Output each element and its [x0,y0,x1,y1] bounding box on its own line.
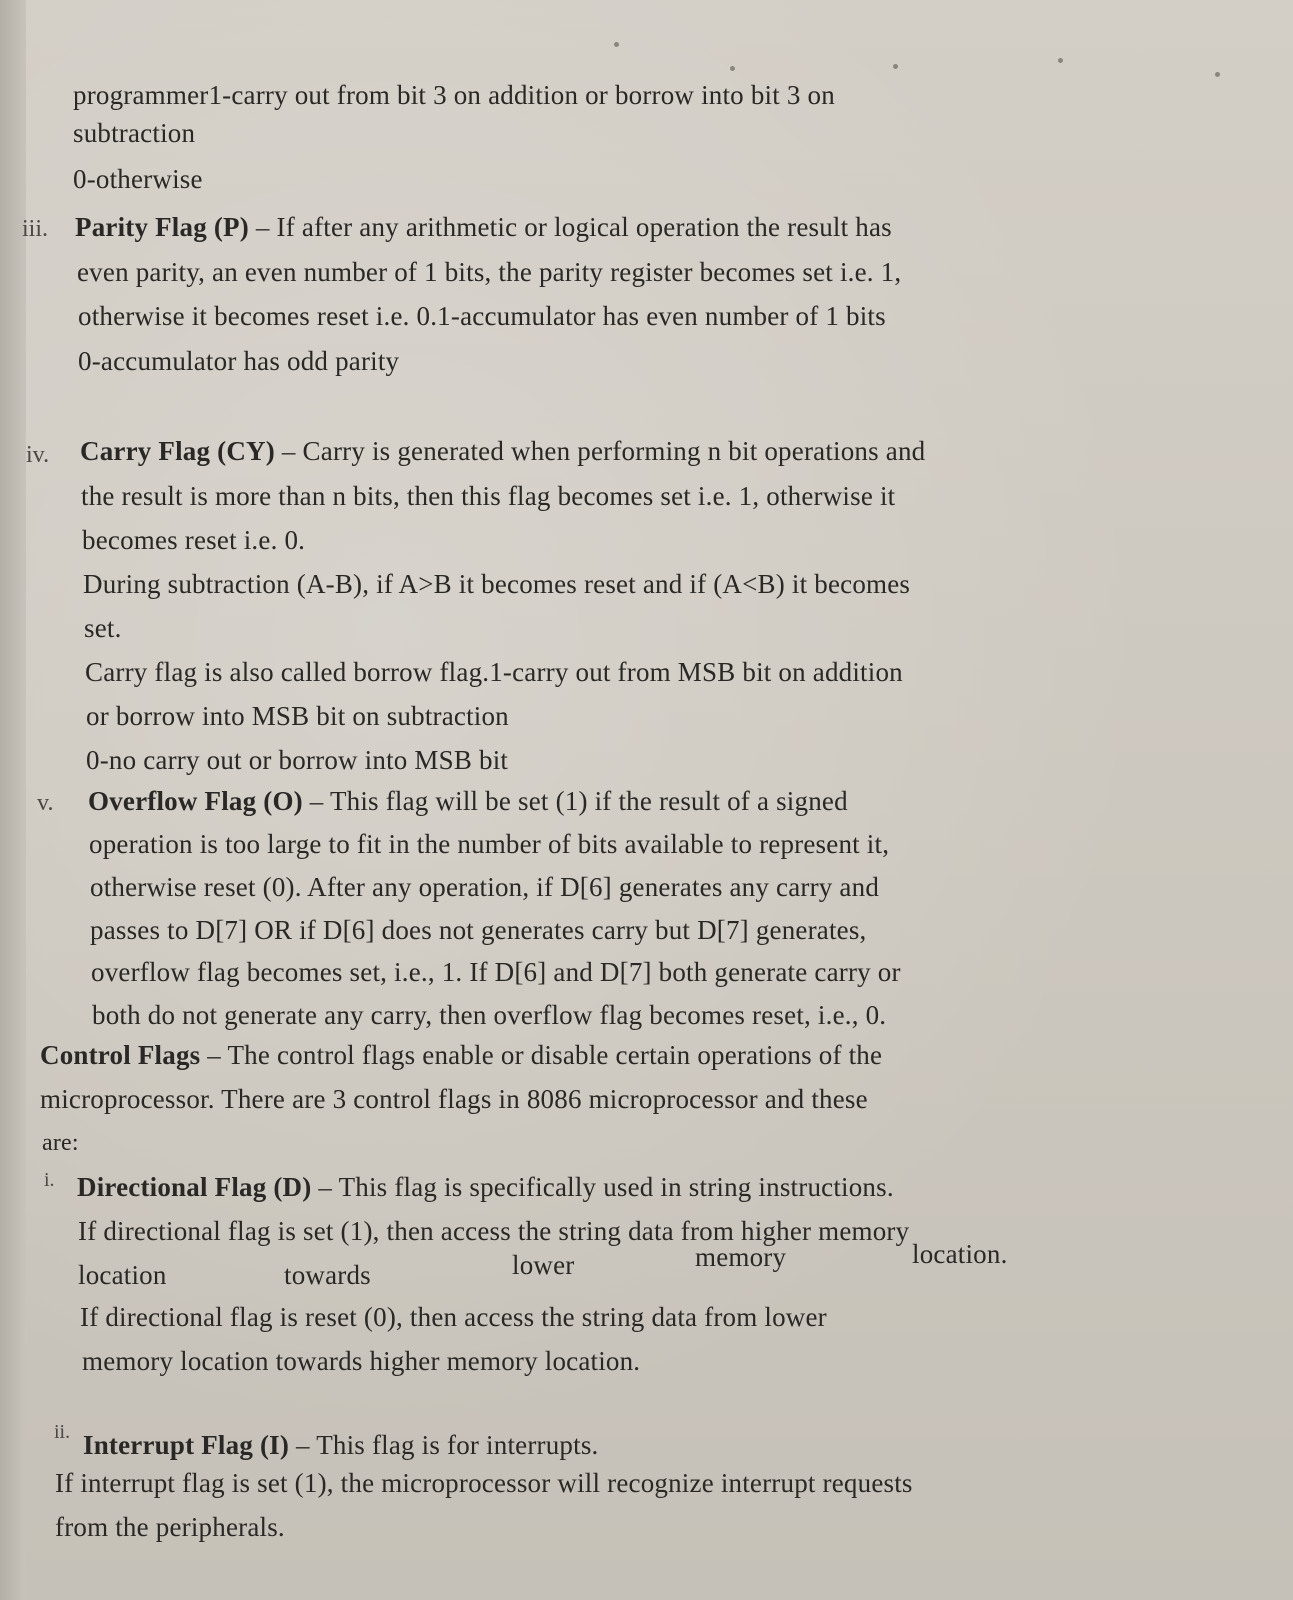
text-line: even parity, an even number of 1 bits, the parity register becomes set i.e. 1, [77,257,902,287]
text-line: subtraction [73,118,196,148]
term-label: Carry Flag (CY) [80,436,275,466]
text-line: location. [912,1239,1008,1269]
paper-speck [730,66,735,71]
list-marker: v. [37,790,54,816]
control-flags-heading [40,1038,882,1072]
paper-speck [1215,72,1220,77]
text-line: During subtraction (A-B), if A>B it becomes reset and if (A<B) it becomes [83,569,911,599]
term-label: Overflow Flag (O) [88,786,303,816]
overflow-flag-heading [88,784,848,818]
term-label: Parity Flag (P) [75,212,249,242]
directional-flag-heading [77,1170,894,1204]
text-line: or borrow into MSB bit on subtraction [86,701,509,731]
text-line: If directional flag is reset (0), then access the string data from lower [80,1302,827,1332]
text-line: 0-accumulator has odd parity [78,346,400,376]
paper-speck [614,42,619,47]
interrupt-flag-heading [83,1428,599,1462]
text-span: – This flag is for interrupts. [289,1430,599,1460]
text-line: from the peripherals. [55,1512,285,1542]
text-line: otherwise reset (0). After any operation, if D[6] generates any carry and [90,872,880,902]
text-line: 0-otherwise [73,164,203,194]
text-line: otherwise it becomes reset i.e. 0.1-accumulator has even number of 1 bits [78,301,886,331]
list-marker: iii. [22,216,49,242]
paper-speck [893,64,898,69]
term-label: Directional Flag (D) [77,1172,312,1202]
carry-flag-heading [80,434,925,468]
text-line: If directional flag is set (1), then access the string data from higher memory [78,1216,910,1246]
text-line: passes to D[7] OR if D[6] does not generates carry but D[7] generates, [90,915,867,945]
text-line: 0-no carry out or borrow into MSB bit [86,745,509,775]
text-line: becomes reset i.e. 0. [82,525,306,555]
list-marker: iv. [26,442,50,468]
text-line: location [78,1260,167,1290]
text-line: lower [512,1250,575,1280]
text-line: operation is too large to fit in the number of bits available to represent it, [89,829,890,859]
text-line: memory location towards higher memory location. [82,1346,641,1376]
term-label: Control Flags [40,1040,201,1070]
text-span: – This flag is specifically used in string instructions. [311,1172,894,1202]
text-span: – This flag will be set (1) if the result of a signed [302,786,848,816]
text-line: towards [284,1260,371,1290]
text-span: – If after any arithmetic or logical operation the result has [248,212,892,242]
text-line: overflow flag becomes set, i.e., 1. If D[6] and D[7] both generate carry or [91,957,901,987]
parity-flag-heading [75,210,892,244]
text-line: memory [695,1242,787,1272]
text-line: microprocessor. There are 3 control flags in 8086 microprocessor and these [40,1084,868,1114]
text-line: both do not generate any carry, then overflow flag becomes reset, i.e., 0. [92,1000,887,1030]
text-line: set. [84,613,122,643]
list-marker: i. [44,1169,55,1191]
text-line: If interrupt flag is set (1), the microprocessor will recognize interrupt requests [55,1468,913,1498]
list-marker: ii. [54,1421,71,1443]
paper-speck [1058,58,1063,63]
text-line: programmer1-carry out from bit 3 on addition or borrow into bit 3 on [73,80,835,110]
text-line: Carry flag is also called borrow flag.1-carry out from MSB bit on addition [85,657,903,687]
text-line: the result is more than n bits, then this flag becomes set i.e. 1, otherwise it [81,481,896,511]
text-line: are: [42,1130,79,1156]
text-span: – The control flags enable or disable certain operations of the [200,1040,883,1070]
text-span: – Carry is generated when performing n bit operations and [274,436,926,466]
term-label: Interrupt Flag (I) [83,1430,290,1460]
